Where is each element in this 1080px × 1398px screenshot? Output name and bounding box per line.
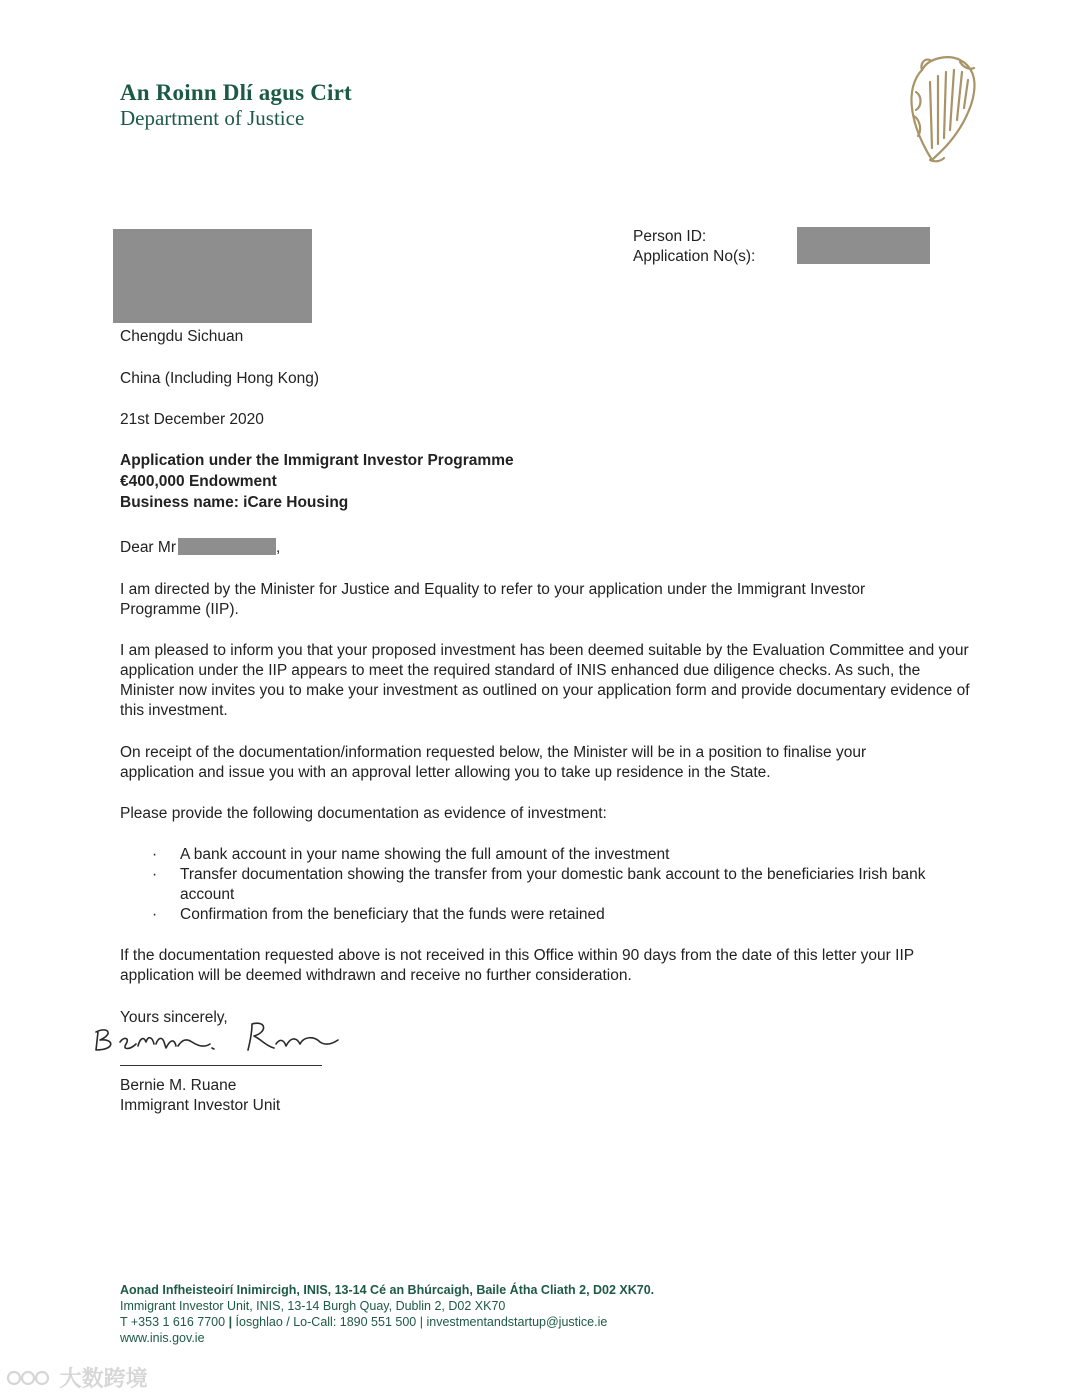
footer-phone: T +353 1 616 7700 [120, 1315, 226, 1329]
footer-separator: | [419, 1315, 427, 1329]
redacted-recipient-name [178, 538, 276, 555]
footer-separator: | [228, 1315, 236, 1329]
bullet-text: A bank account in your name showing the full amount of the investment [180, 846, 670, 863]
footer-locall: Lo-Call: 1890 551 500 [293, 1315, 417, 1329]
footer-locall-label: Íosghlao / [235, 1315, 294, 1329]
salutation-prefix: Dear Mr [120, 539, 176, 556]
redacted-recipient-address [113, 229, 312, 323]
subject-line-programme: Application under the Immigrant Investor Programme [120, 452, 514, 469]
footer-address-english: Immigrant Investor Unit, INIS, 13-14 Burgh Quay, Dublin 2, D02 XK70 [120, 1299, 506, 1313]
body-paragraph-2: I am pleased to inform you that your proposed investment has been deemed suitable by the Evaluation Committee and your application under the IIP appears to meet the required standard of INIS enhanced due diligence checks. As such, the Minister now invites you to make your investment as outlined on your application form and provide documentary evidence of this investment. [120, 642, 970, 719]
harp-emblem-icon [900, 52, 980, 164]
signatory-unit: Immigrant Investor Unit [120, 1097, 281, 1114]
person-id-label: Person ID: [633, 228, 707, 245]
department-name-irish: An Roinn Dlí agus Cirt [120, 80, 352, 105]
application-no-label: Application No(s): [633, 248, 756, 265]
bullet-dot-icon: · [152, 866, 158, 883]
body-paragraph-5: If the documentation requested above is not received in this Office within 90 days from the date of this letter your IIP application will be deemed withdrawn and receive no further consideration. [120, 947, 914, 984]
handwritten-signature [92, 1018, 342, 1058]
list-item [120, 845, 980, 865]
footer-address-irish: Aonad Infheisteoirí Inimircigh, INIS, 13-14 Cé an Bhúrcaigh, Baile Átha Cliath 2, D02 XK70. [120, 1283, 655, 1297]
body-paragraph-1: I am directed by the Minister for Justice and Equality to refer to your application under the Immigrant Investor Programme (IIP). [120, 581, 866, 618]
salutation-suffix: , [275, 539, 281, 556]
watermark-logo-icon [6, 1365, 52, 1391]
bullet-text: Confirmation from the beneficiary that the funds were retained [180, 906, 605, 923]
department-name-english: Department of Justice [120, 106, 305, 130]
subject-line-business: Business name: iCare Housing [120, 494, 349, 511]
subject-line-endowment: €400,000 Endowment [120, 473, 277, 490]
footer-website-link[interactable]: www.inis.gov.ie [120, 1331, 205, 1345]
body-paragraph-4: Please provide the following documentation as evidence of investment: [120, 805, 607, 822]
salutation [120, 538, 280, 558]
valediction: Yours sincerely, [120, 1009, 228, 1026]
address-country: China (Including Hong Kong) [120, 370, 320, 387]
signature-line [120, 1065, 322, 1066]
bullet-dot-icon: · [152, 906, 158, 923]
footer-email-link[interactable]: investmentandstartup@justice.ie [426, 1315, 608, 1329]
redacted-reference-numbers [797, 227, 930, 264]
watermark-text: 大数跨境 [59, 1367, 148, 1392]
bullet-dot-icon: · [152, 846, 158, 863]
address-city: Chengdu Sichuan [120, 328, 244, 345]
letter-date: 21st December 2020 [120, 411, 264, 428]
list-item [120, 905, 980, 925]
watermark [6, 1362, 148, 1393]
signatory-name: Bernie M. Ruane [120, 1077, 237, 1094]
footer-contact-line [120, 1314, 607, 1330]
bullet-text: Transfer documentation showing the transfer from your domestic bank account to the beneficiaries Irish bank account [180, 866, 926, 903]
list-item [120, 865, 980, 905]
body-paragraph-3: On receipt of the documentation/information requested below, the Minister will be in a position to finalise your application and issue you with an approval letter allowing you to take up residence in the State. [120, 744, 867, 781]
